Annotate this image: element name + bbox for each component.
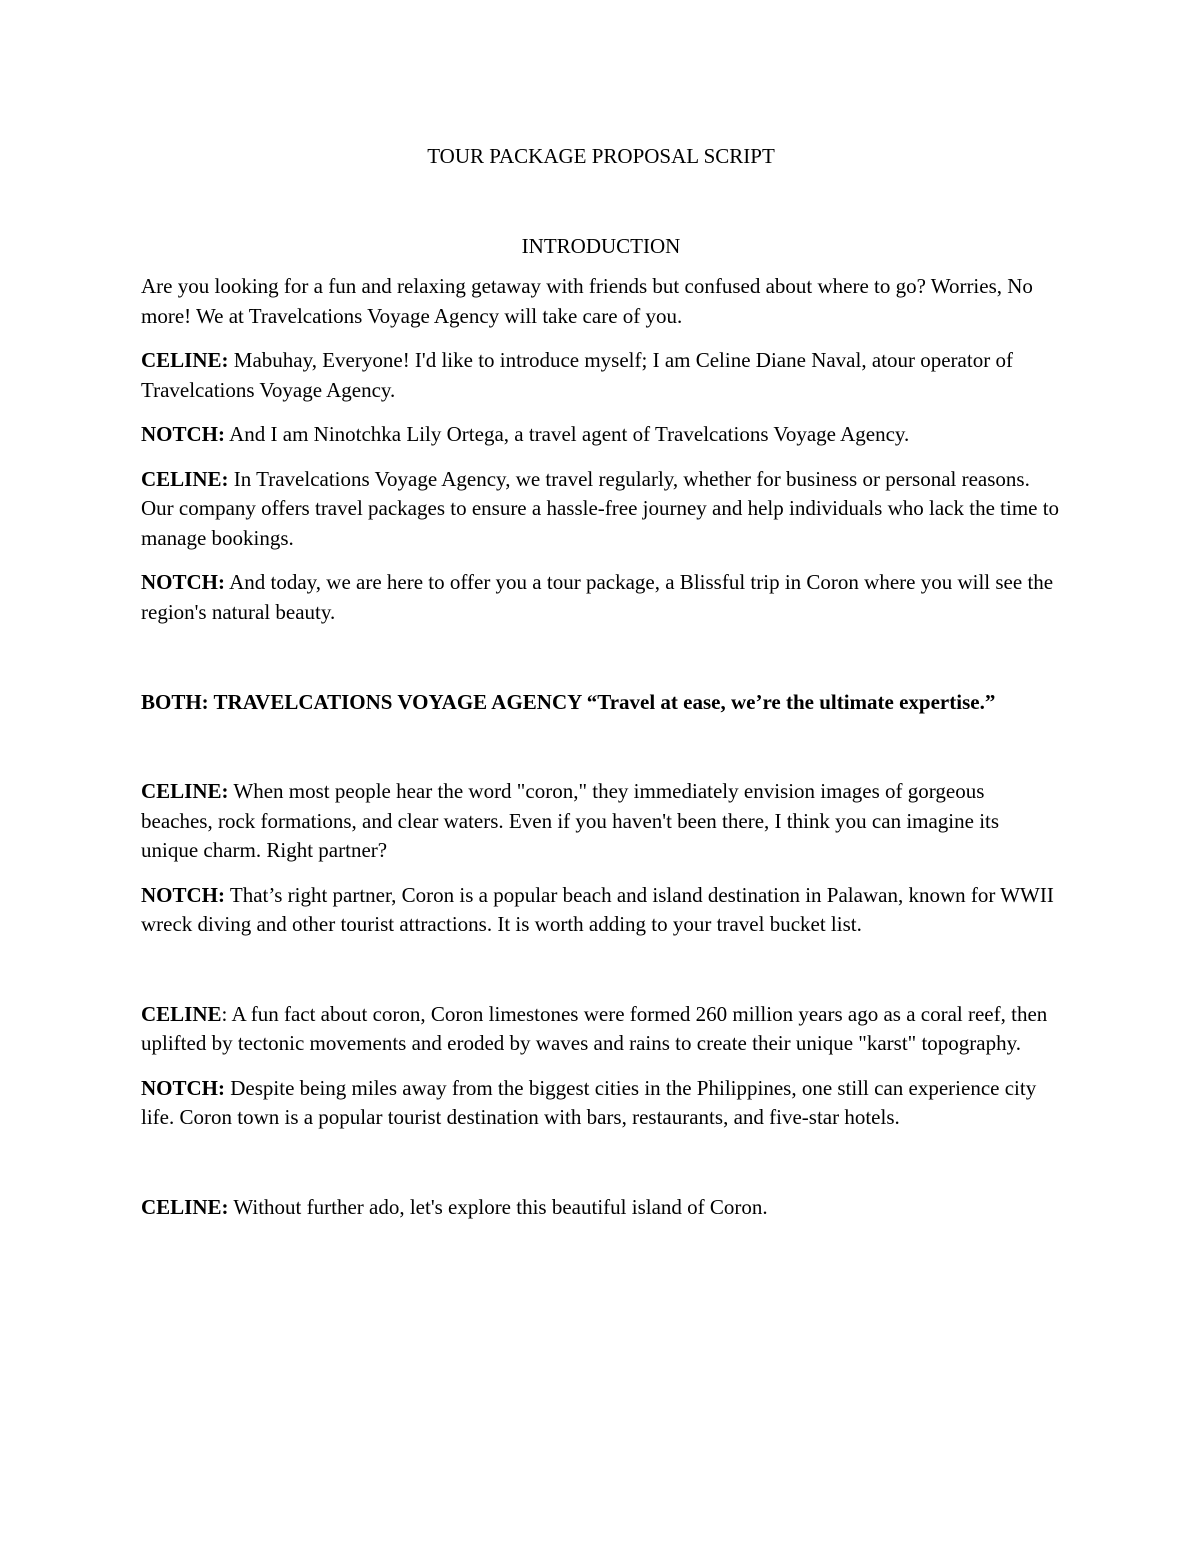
section-heading-introduction: INTRODUCTION bbox=[521, 234, 681, 258]
script-text: Despite being miles away from the biggest cities in the Philippines, one still can experience city life. Coron town is a popular tourist destination with bars, restaurants, and five-star hotels. bbox=[141, 1075, 1037, 1129]
speaker-label: CELINE: bbox=[141, 1194, 229, 1219]
script-line-notch-2 bbox=[141, 568, 1061, 627]
script-text: In Travelcations Voyage Agency, we travel regularly, whether for business or personal reasons. Our company offers travel packages to ensure a hassle-free journey and help individuals who lack the time to manage bookings. bbox=[141, 466, 1060, 550]
script-text: And I am Ninotchka Lily Ortega, a travel agent of Travelcations Voyage Agency. bbox=[225, 422, 910, 446]
script-line-notch-3 bbox=[141, 881, 1061, 940]
document-page bbox=[141, 138, 1061, 1222]
script-text: When most people hear the word "coron," they immediately envision images of gorgeous beaches, rock formations, and clear waters. Even if you haven't been there, I think you can imagine its unique charm. Right partner? bbox=[141, 779, 1000, 862]
script-line-celine-4 bbox=[141, 1000, 1061, 1059]
script-line-celine-3 bbox=[141, 777, 1061, 866]
speaker-label: NOTCH: bbox=[141, 422, 225, 446]
speaker-label: CELINE: bbox=[141, 348, 229, 372]
speaker-label: NOTCH: bbox=[141, 1075, 225, 1100]
speaker-label: NOTCH: bbox=[141, 570, 225, 594]
agency-slogan: BOTH: TRAVELCATIONS VOYAGE AGENCY “Travel at ease, we’re the ultimate expertise.” bbox=[141, 690, 996, 714]
speaker-label: CELINE: bbox=[141, 779, 229, 803]
script-line-notch-1 bbox=[141, 420, 1061, 450]
script-text: That’s right partner, Coron is a popular beach and island destination in Palawan, known for WWII wreck diving and other tourist attractions. It is worth adding to your travel bucket list. bbox=[141, 882, 1054, 936]
intro-paragraph: Are you looking for a fun and relaxing getaway with friends but confused about where to go? Worries, No more! We at Travelcations Voyage Agency will take care of you. bbox=[141, 274, 1033, 328]
script-line-celine-1 bbox=[141, 346, 1061, 405]
document-title: TOUR PACKAGE PROPOSAL SCRIPT bbox=[427, 144, 775, 168]
speaker-label: CELINE: bbox=[141, 466, 229, 491]
script-line-celine-2 bbox=[141, 465, 1061, 554]
script-line-notch-4 bbox=[141, 1074, 1061, 1133]
script-text: And today, we are here to offer you a tour package, a Blissful trip in Coron where you will see the region's natural beauty. bbox=[141, 570, 1054, 624]
speaker-label: NOTCH: bbox=[141, 882, 225, 907]
script-text: : A fun fact about coron, Coron limestones were formed 260 million years ago as a coral reef, then uplifted by tectonic movements and eroded by waves and rains to create their unique "karst" topography. bbox=[141, 1001, 1048, 1055]
script-text: Without further ado, let's explore this beautiful island of Coron. bbox=[228, 1194, 768, 1219]
script-text: Mabuhay, Everyone! I'd like to introduce myself; I am Celine Diane Naval, atour operator of Travelcations Voyage Agency. bbox=[141, 348, 1013, 402]
script-line-celine-5 bbox=[141, 1193, 1061, 1223]
speaker-label: CELINE bbox=[141, 1001, 222, 1026]
